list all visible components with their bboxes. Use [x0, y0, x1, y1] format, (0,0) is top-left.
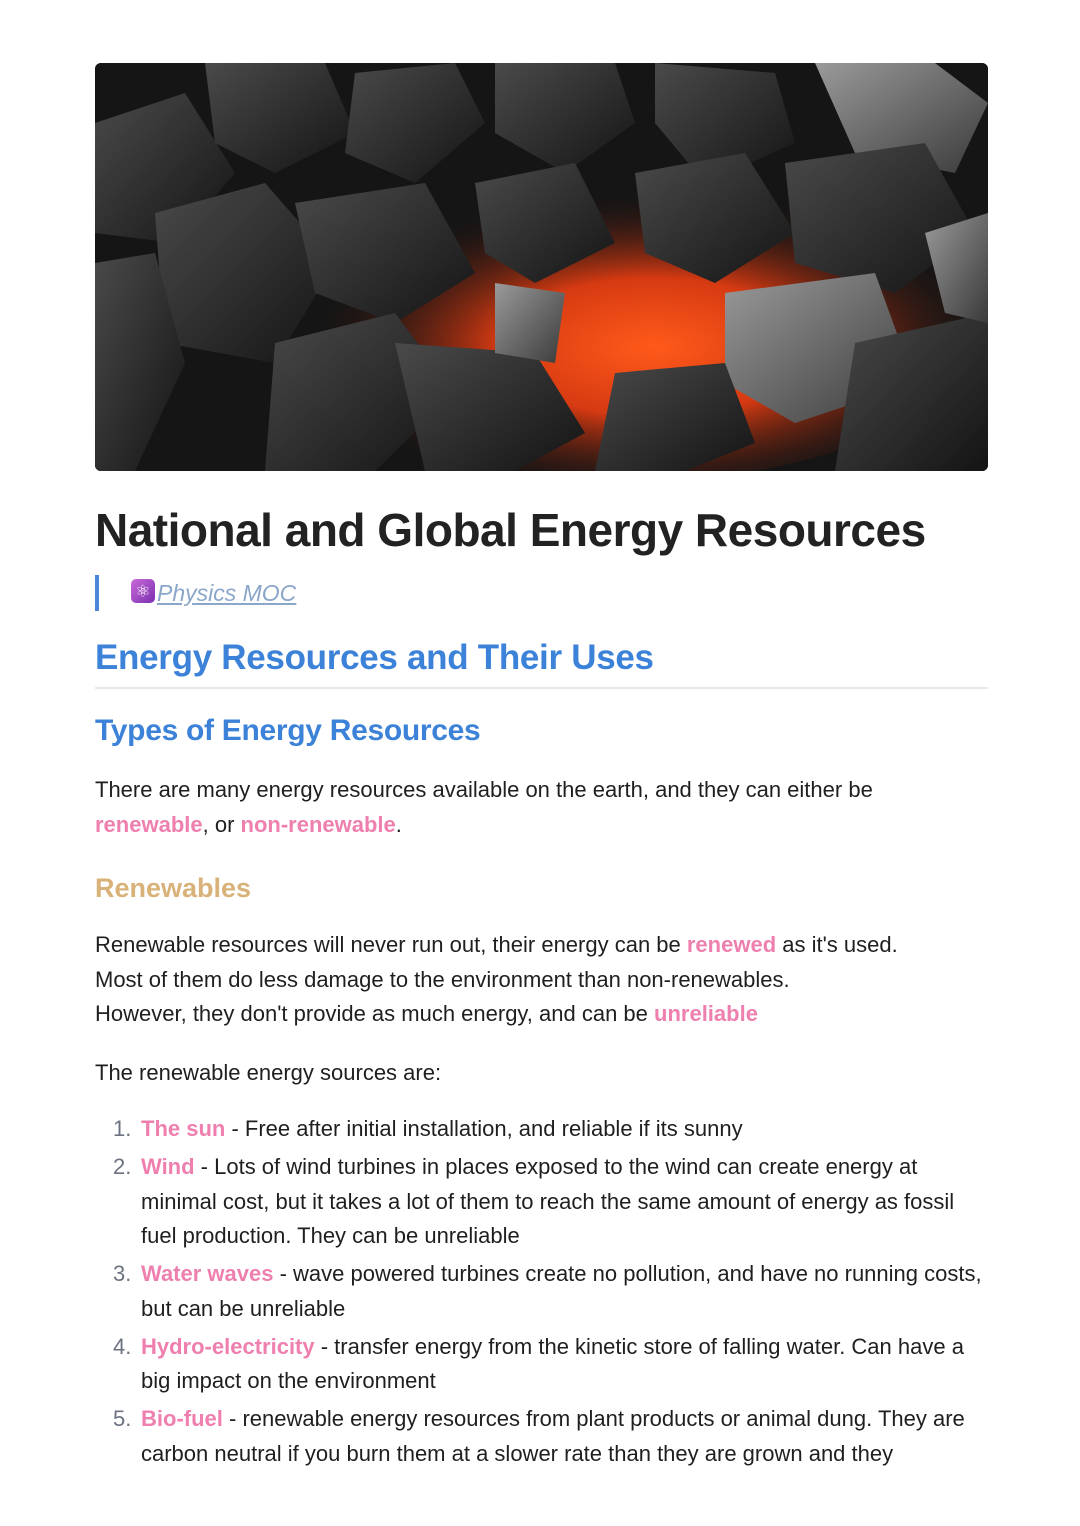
list-item — [95, 1257, 988, 1326]
paragraph-text: Renewable resources will never run out, their energy can be — [95, 932, 687, 957]
list-term: The sun — [141, 1116, 226, 1141]
paragraph-text: However, they don't provide as much energy, and can be — [95, 1001, 655, 1026]
term-non-renewable: non-renewable — [240, 811, 396, 837]
list-number: 3. — [113, 1261, 132, 1286]
term-renewed: renewed — [686, 932, 777, 957]
intro-text: There are many energy resources available on the earth, and they can either be — [95, 777, 873, 802]
intro-paragraph — [95, 773, 988, 842]
renewables-heading: Renewables — [95, 873, 252, 903]
list-item — [95, 1330, 988, 1399]
physics-moc-link[interactable]: Physics MOC — [157, 579, 297, 606]
atom-icon: ⚛ — [131, 579, 155, 603]
paragraph-text: as it's used. — [776, 932, 898, 957]
renewable-sources-list — [95, 1112, 988, 1471]
list-number: 5. — [113, 1406, 132, 1431]
list-text: - Free after initial installation, and reliable if its sunny — [225, 1116, 743, 1141]
moc-callout — [95, 575, 988, 611]
note-page — [95, 63, 988, 1475]
list-term: Water waves — [141, 1261, 274, 1286]
list-item — [95, 1112, 988, 1147]
list-number: 4. — [113, 1333, 132, 1359]
section-heading: Energy Resources and Their Uses — [95, 635, 988, 689]
list-text: - wave powered turbines create no pollution, and have no running costs, but can be unreliable — [141, 1261, 982, 1321]
list-term: Wind — [141, 1154, 195, 1179]
renewables-paragraph — [95, 928, 988, 1032]
list-item — [95, 1150, 988, 1254]
list-number: 1. — [113, 1116, 132, 1141]
list-text: - Lots of wind turbines in places exposed to the wind can create energy at minimal cost, but it takes a lot of them to reach the same amount of energy as fossil fuel production. They can be unreliable — [141, 1154, 955, 1248]
banner-image — [95, 63, 988, 471]
intro-text: , or — [202, 811, 241, 837]
list-number: 2. — [113, 1154, 132, 1179]
intro-text: . — [395, 811, 402, 837]
subsection-heading: Types of Energy Resources — [95, 714, 481, 747]
list-text: - renewable energy resources from plant products or animal dung. They are carbon neutral if you burn them at a slower rate than they are grown and they — [141, 1406, 965, 1466]
charcoal-photo — [95, 63, 988, 471]
term-unreliable: unreliable — [654, 1001, 758, 1026]
sources-intro: The renewable energy sources are: — [95, 1059, 442, 1085]
list-term: Hydro-electricity — [141, 1333, 315, 1359]
list-text: - transfer energy from the kinetic store of falling water. Can have a big impact on the environment — [141, 1333, 964, 1393]
page-title: National and Global Energy Resources — [95, 504, 926, 556]
paragraph-text: Most of them do less damage to the environment than non-renewables. — [95, 966, 790, 992]
list-item — [95, 1402, 988, 1471]
term-renewable: renewable — [95, 811, 203, 837]
list-term: Bio-fuel — [141, 1406, 223, 1431]
